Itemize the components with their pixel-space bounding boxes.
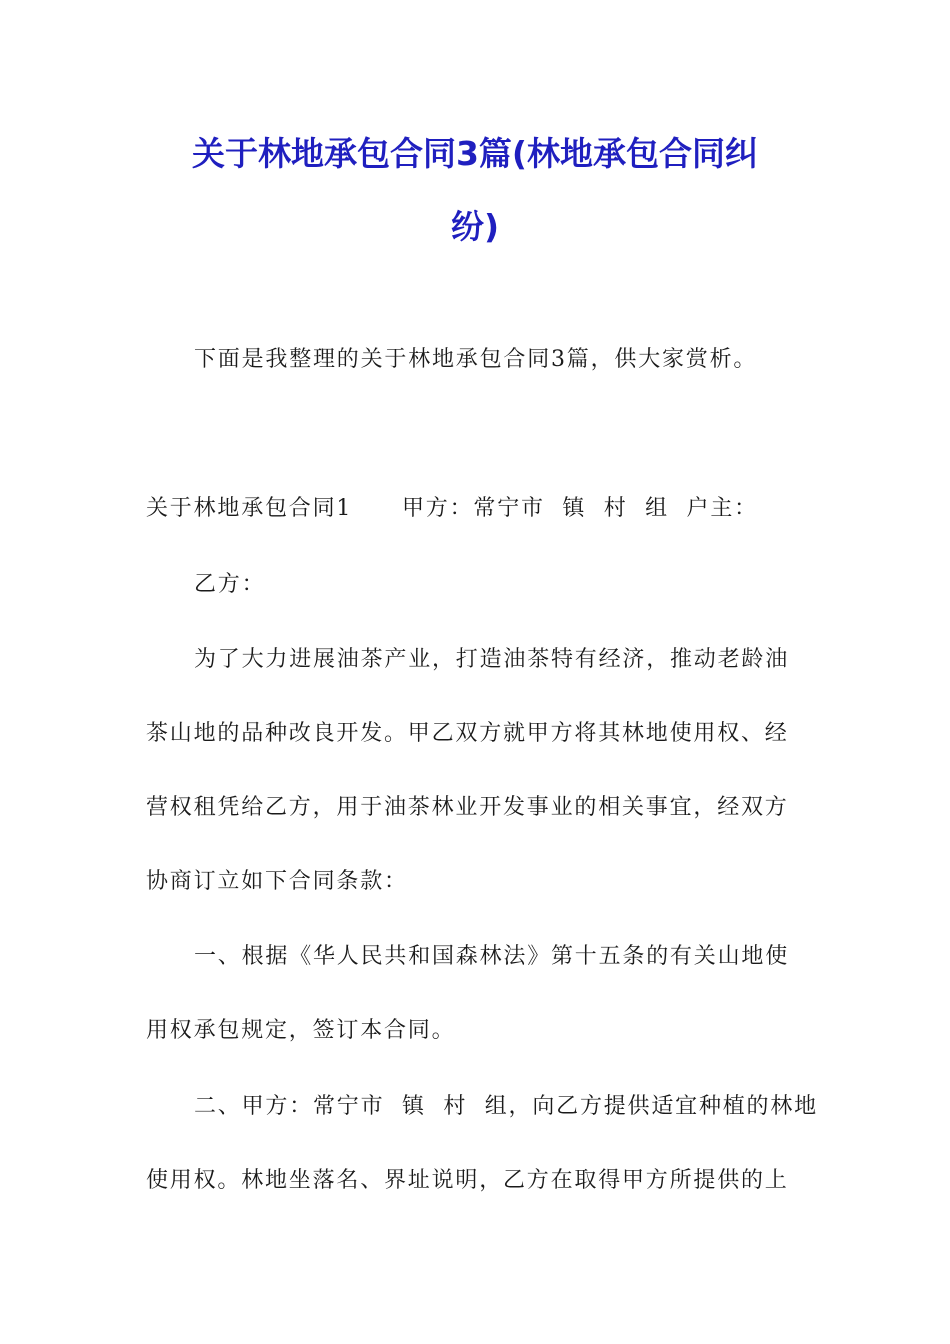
document-title-line-1: 关于林地承包合同3篇(林地承包合同纠 bbox=[191, 134, 759, 173]
clause-line: 使用权。林地坐落名、界址说明，乙方在取得甲方所提供的上 bbox=[146, 1168, 789, 1193]
paragraph-line: 为了大力进展油茶产业，打造油茶特有经济，推动老龄油 bbox=[194, 647, 790, 672]
section-heading: 关于林地承包合同1 bbox=[146, 496, 353, 521]
clause-line: 一、根据《华人民共和国森林法》第十五条的有关山地使 bbox=[194, 944, 790, 969]
clause-line: 用权承包规定，签订本合同。 bbox=[146, 1018, 456, 1043]
clause-line: 二、甲方：常宁市 镇 村 组，向乙方提供适宜种植的林地 bbox=[194, 1094, 818, 1119]
paragraph-line: 营权租凭给乙方，用于油茶林业开发事业的相关事宜，经双方 bbox=[146, 795, 789, 820]
paragraph-line: 茶山地的品种改良开发。甲乙双方就甲方将其林地使用权、经 bbox=[146, 721, 789, 746]
document-title-line-2: 纷) bbox=[450, 207, 500, 246]
paragraph-line: 协商订立如下合同条款： bbox=[146, 869, 408, 894]
party-b-line: 乙方： bbox=[194, 572, 266, 597]
party-a-line: 甲方：常宁市 镇 村 组 户主： bbox=[402, 496, 758, 521]
intro-paragraph: 下面是我整理的关于林地承包合同3篇，供大家赏析。 bbox=[194, 347, 758, 372]
